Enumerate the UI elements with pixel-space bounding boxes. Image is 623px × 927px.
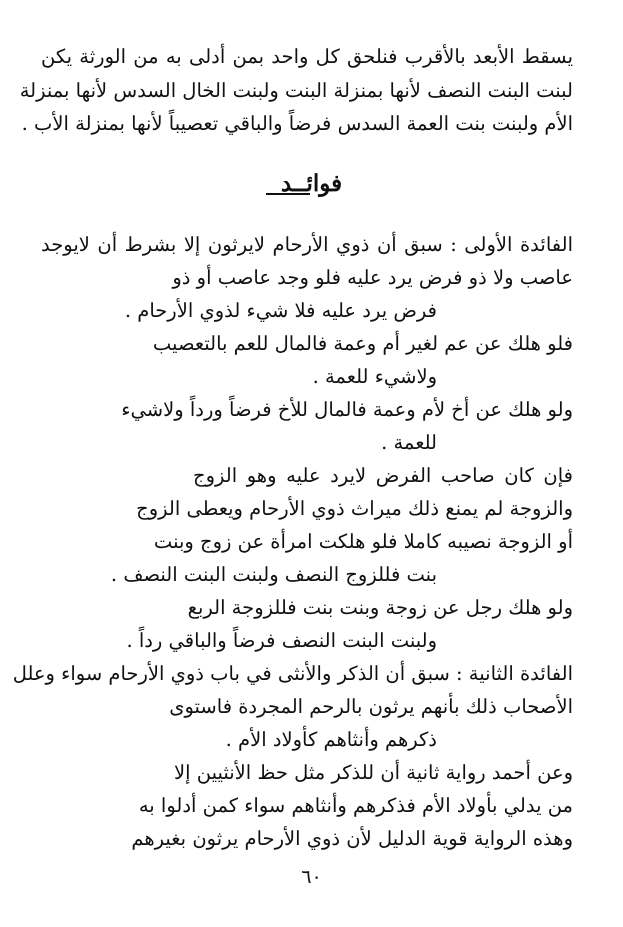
- text-line: أو الزوجة نصيبه كاملا فلو هلكت امرأة عن زوج وبنت: [153, 530, 573, 553]
- text-line: للعمة .: [381, 431, 437, 454]
- text-line: الأصحاب ذلك بأنهم يرثون بالرحم المجردة فاستوى: [169, 695, 573, 718]
- text-line: الأم ولبنت بنت العمة السدس فرضاً والباقي تعصيباً لأنها بمنزلة الأب .: [21, 112, 573, 135]
- text-line: بنت فللزوج النصف ولبنت البنت النصف .: [110, 563, 437, 586]
- text-line: لبنت البنت النصف لأنها بمنزلة البنت ولبنت الخال السدس لأنها بمنزلة: [19, 79, 573, 102]
- text-line: عاصب ولا ذو فرض يرد عليه فلو وجد عاصب أو ذو: [172, 266, 573, 289]
- text-line: وعن أحمد رواية ثانية أن للذكر مثل حظ الأنثيين إلا: [173, 761, 573, 784]
- text-line: ذكرهم وأنثاهم كأولاد الأم .: [225, 728, 437, 751]
- page-number: ٦٠: [301, 866, 322, 888]
- text-line: فلو هلك عن عم لغير أم وعمة فالمال للعم بالتعصيب: [152, 332, 573, 355]
- text-line: وهذه الرواية قوية الدليل لأن ذوي الأرحام يرثون بغيرهم: [131, 827, 573, 850]
- text-line: فإن كان صاحب الفرض لايرد عليه وهو الزوج: [193, 464, 573, 487]
- text-line: ولاشيء للعمة .: [312, 365, 437, 388]
- text-line: ولبنت البنت النصف فرضاً والباقي رداً .: [126, 629, 437, 652]
- heading-underline: [266, 193, 310, 195]
- text-line: الفائدة الأولى : سبق أن ذوي الأرحام لايرثون إلا بشرط أن لايوجد: [41, 233, 573, 256]
- text-line: والزوجة لم يمنع ذلك ميراث ذوي الأرحام ويعطى الزوج: [136, 497, 573, 520]
- text-line: من يدلي بأولاد الأم فذكرهم وأنثاهم سواء كمن أدلوا به: [138, 794, 573, 817]
- text-line: ولو هلك رجل عن زوجة وبنت بنت فللزوجة الربع: [187, 596, 573, 619]
- text-line: الفائدة الثانية : سبق أن الذكر والأنثى في باب ذوي الأرحام سواء وعلل: [12, 662, 573, 685]
- text-line: فرض يرد عليه فلا شيء لذوي الأرحام .: [124, 299, 437, 322]
- text-line: يسقط الأبعد بالأقرب فنلحق كل واحد بمن أدلى به من الورثة يكن: [41, 45, 573, 68]
- section-heading: فوائــد: [280, 170, 343, 197]
- text-line: ولو هلك عن أخ لأم وعمة فالمال للأخ فرضاً ورداً ولاشيء: [121, 398, 573, 421]
